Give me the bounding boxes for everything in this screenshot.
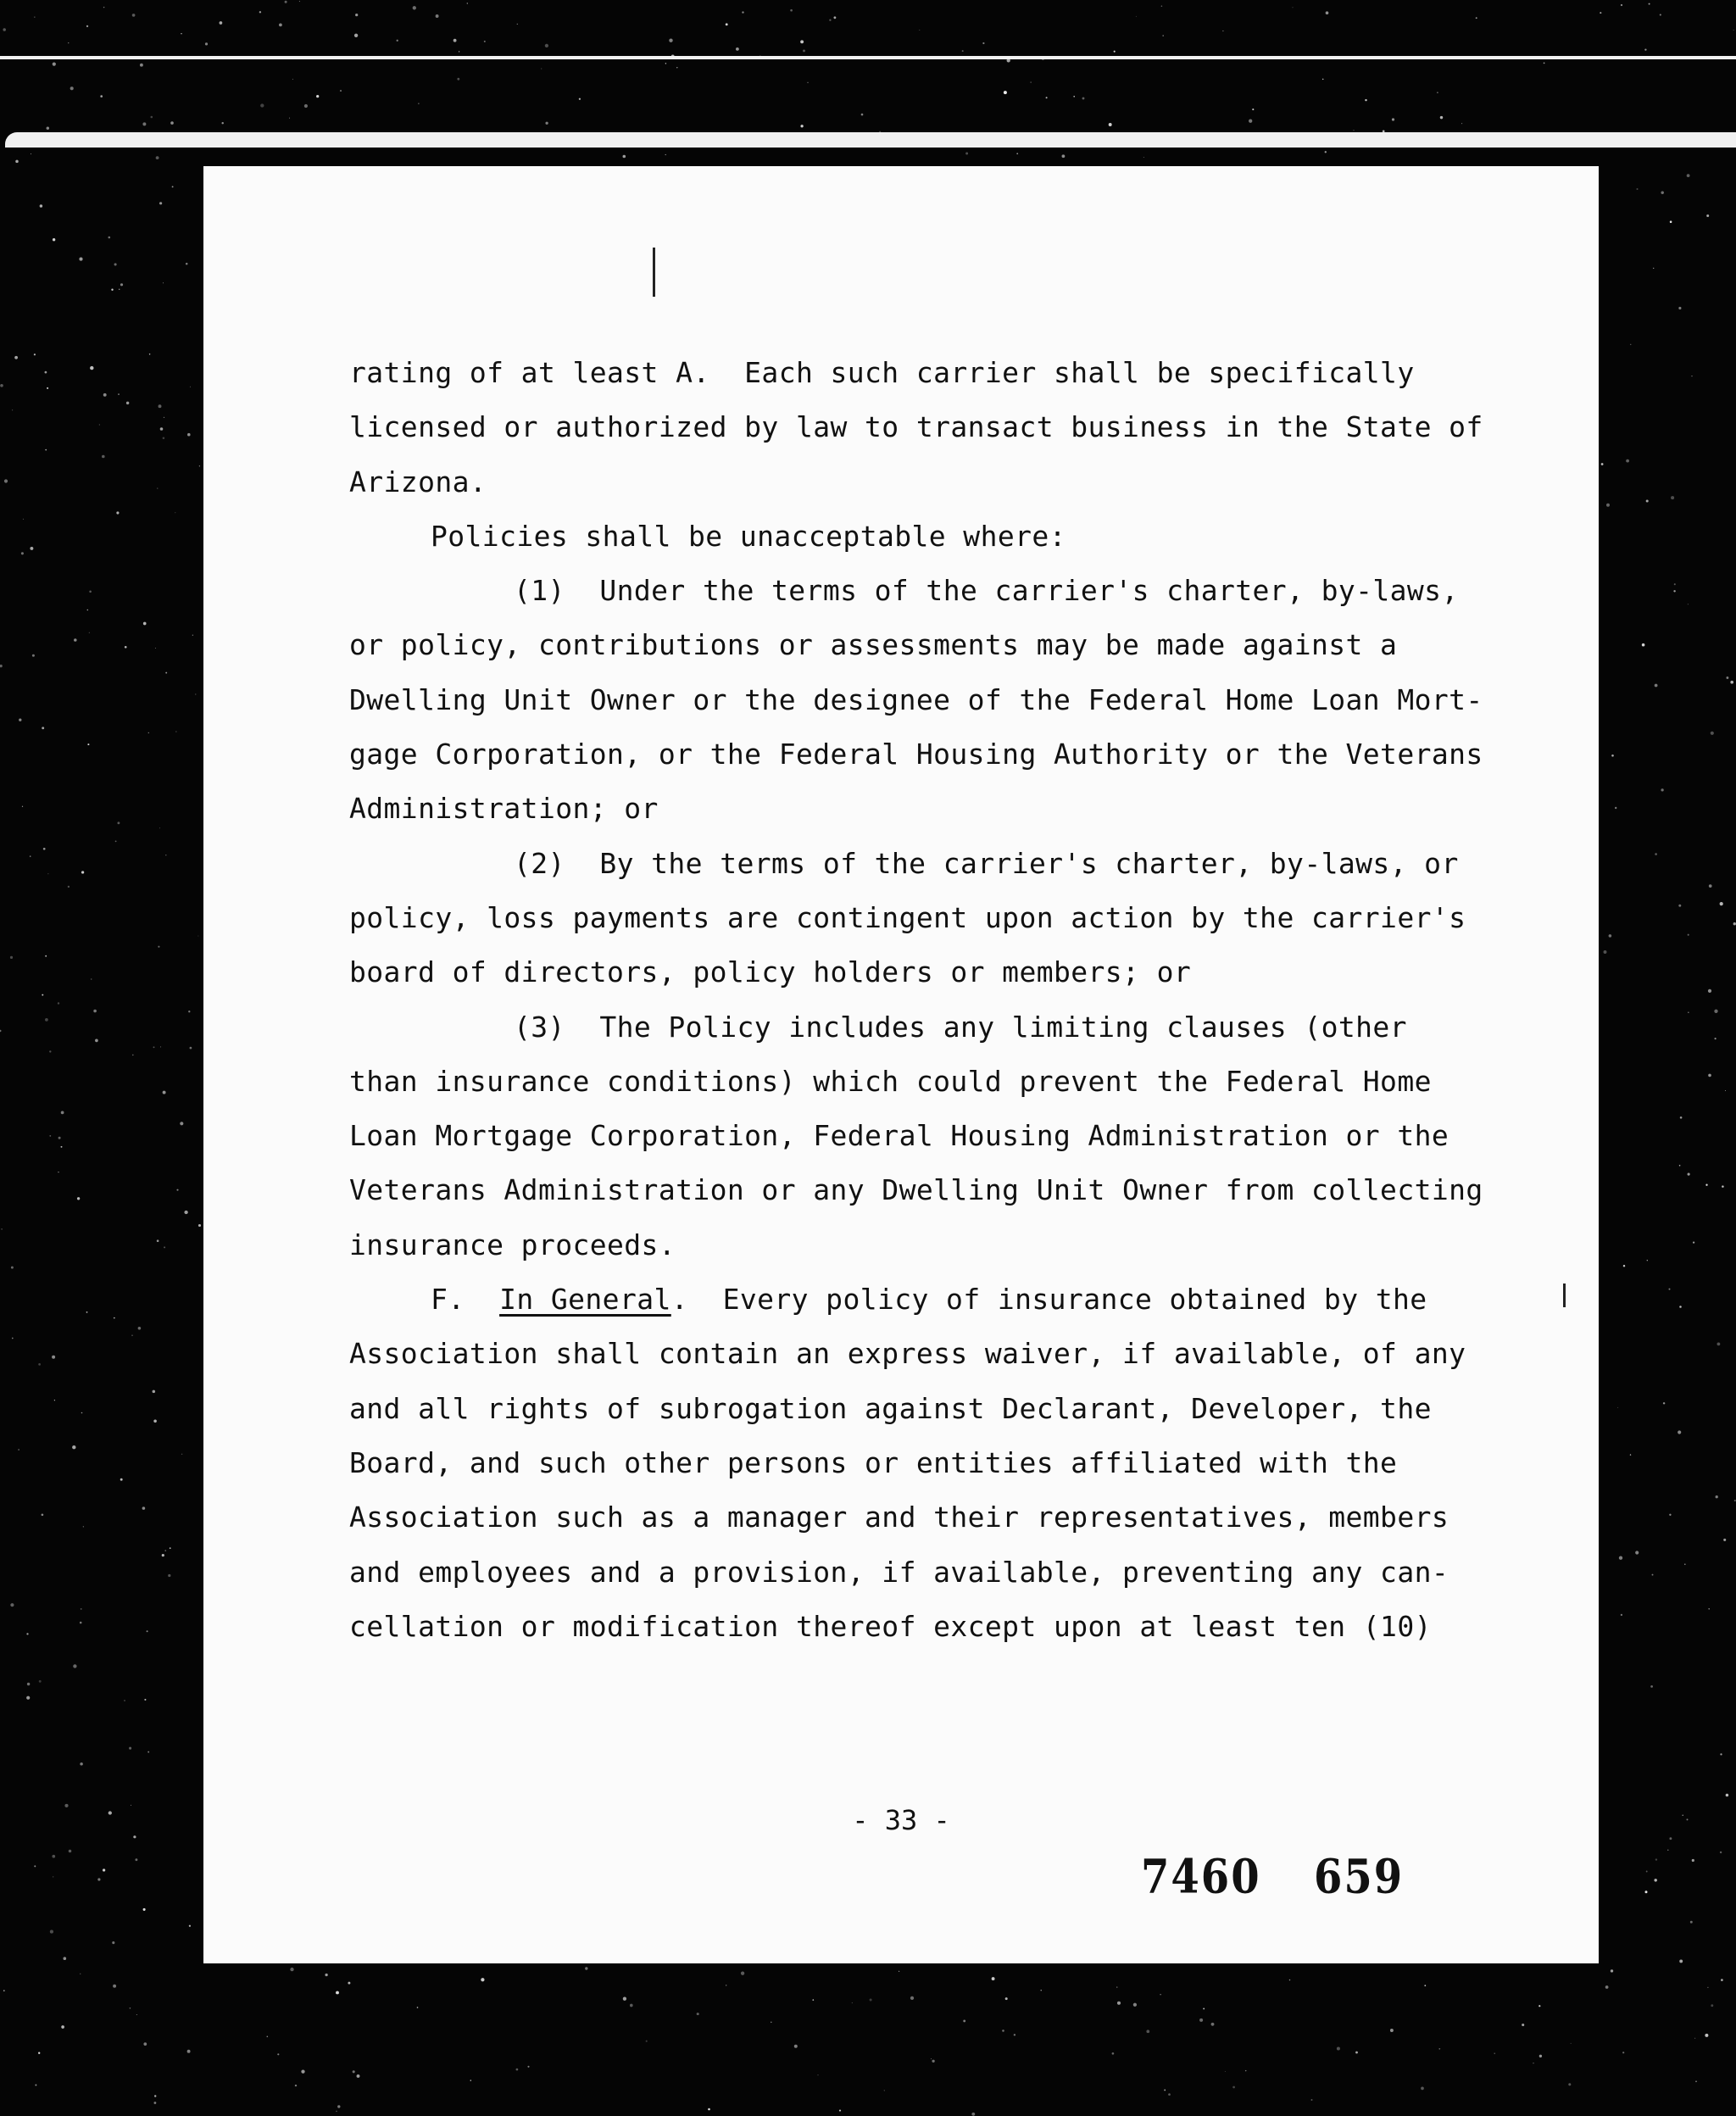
text-line: Association such as a manager and their representatives, members — [349, 1501, 1449, 1534]
text-line: cellation or modification thereof except upon at least ten (10) — [349, 1609, 1432, 1643]
right-margin-mark — [1563, 1284, 1566, 1307]
text-line: and all rights of subrogation against Declarant, Developer, the — [349, 1391, 1432, 1425]
page-number: - 33 - — [852, 1804, 950, 1836]
text-line: Dwelling Unit Owner or the designee of the Federal Home Loan Mort- — [349, 682, 1483, 716]
text-line: Policies shall be unacceptable where: — [431, 519, 1066, 553]
text-line: rating of at least A. Each such carrier shall be specifically — [349, 356, 1415, 389]
document-page — [203, 166, 1599, 1963]
text-line: Arizona. — [349, 465, 487, 498]
text-line: Loan Mortgage Corporation, Federal Housing Administration or the — [349, 1119, 1449, 1153]
text-line: board of directors, policy holders or members; or — [349, 955, 1192, 989]
text-line: (2) By the terms of the carrier's charter, by-laws, or — [514, 846, 1459, 880]
text-line: and employees and a provision, if available, preventing any can- — [349, 1555, 1449, 1589]
margin-tick-mark — [653, 248, 655, 297]
section-letter: F. — [431, 1283, 500, 1317]
recording-book-number: 7460 — [1141, 1849, 1261, 1905]
text-line: than insurance conditions) which could prevent the Federal Home — [349, 1064, 1432, 1098]
text-line: Board, and such other persons or entities affiliated with the — [349, 1445, 1398, 1479]
scan-top-rule — [0, 56, 1736, 59]
body-text — [349, 346, 1485, 1654]
text-line: gage Corporation, or the Federal Housing Authority or the Veterans — [349, 738, 1483, 771]
text-line: or policy, contributions or assessments may be made against a — [349, 628, 1398, 662]
recording-page-number: 659 — [1314, 1849, 1405, 1905]
text-line: (3) The Policy includes any limiting clauses (other — [514, 1010, 1407, 1044]
text-line: Association shall contain an express waiver, if available, of any — [349, 1337, 1466, 1371]
text-line: (1) Under the terms of the carrier's charter, by-laws, — [514, 574, 1459, 608]
scan-top-band — [5, 132, 1736, 148]
text-line: insurance proceeds. — [349, 1228, 676, 1261]
text-line: Administration; or — [349, 792, 659, 826]
section-f-heading-line — [349, 1272, 1485, 1327]
text-line: policy, loss payments are contingent upon action by the carrier's — [349, 900, 1466, 934]
text-line: licensed or authorized by law to transact business in the State of — [349, 410, 1483, 444]
text-line: Veterans Administration or any Dwelling Unit Owner from collecting — [349, 1173, 1483, 1207]
section-text: . Every policy of insurance obtained by the — [670, 1283, 1427, 1317]
section-title: In General — [499, 1283, 671, 1317]
